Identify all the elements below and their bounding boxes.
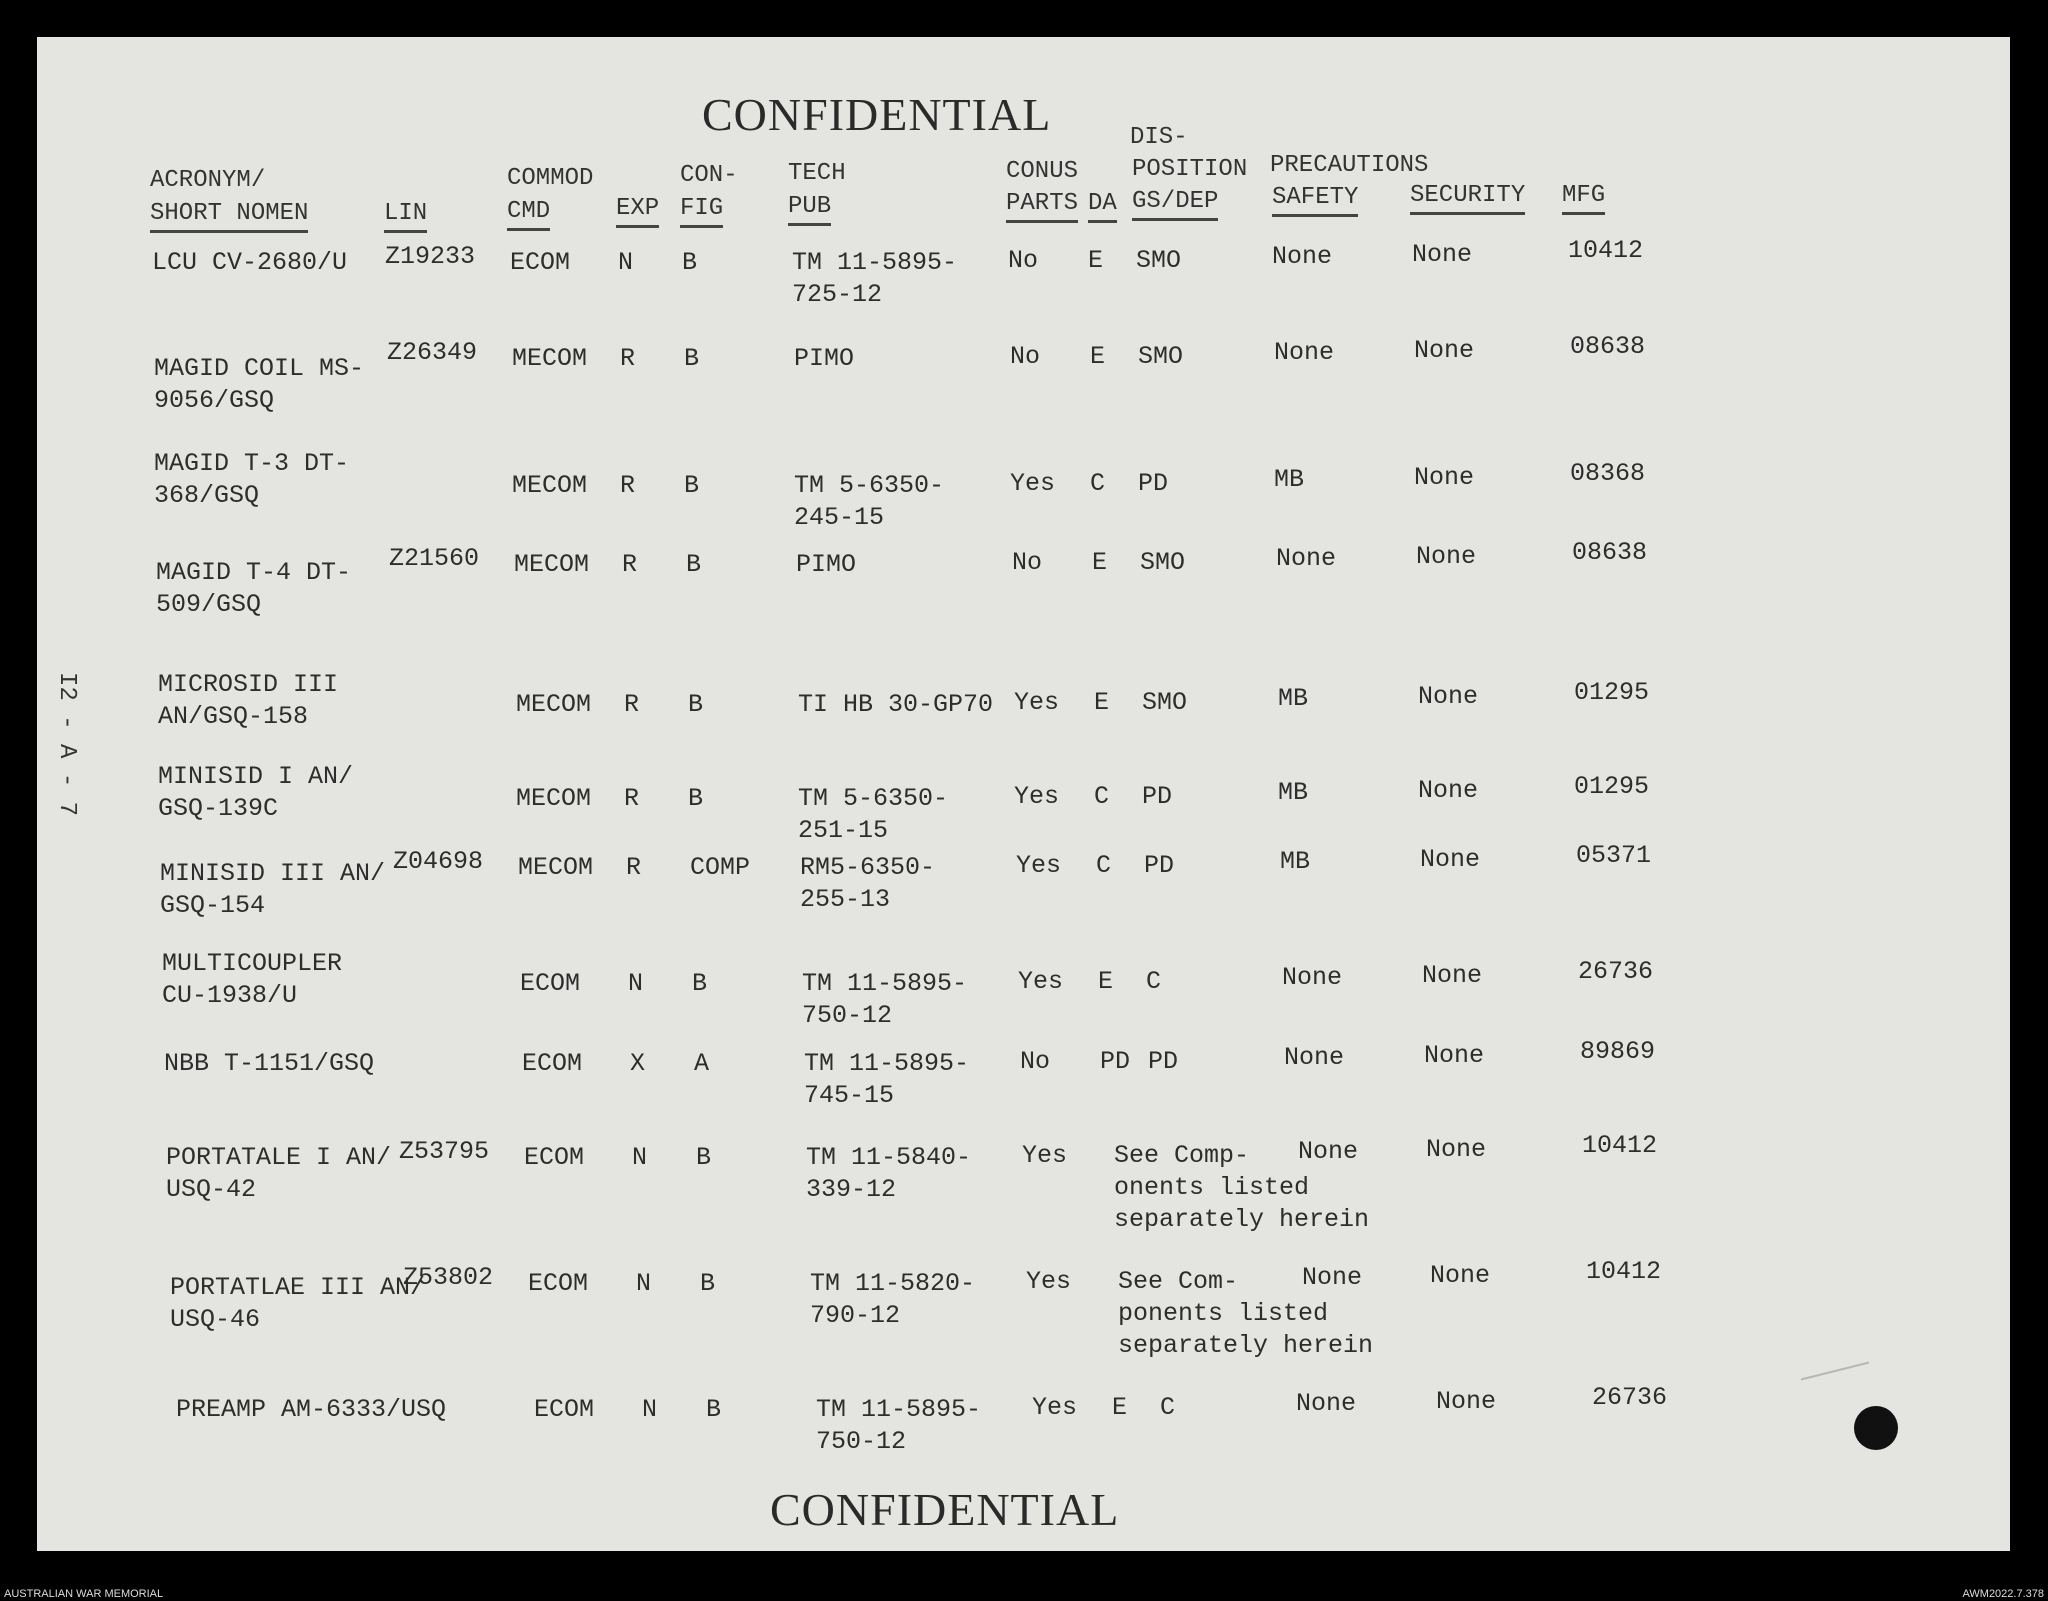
technical-publication: PIMO [796,550,857,579]
config-code: B [700,1269,716,1298]
conus-parts: No [1008,246,1039,275]
technical-publication: PIMO [794,344,855,373]
da-code: E [1098,967,1114,996]
conus-parts: No [1012,548,1043,577]
exp-code: R [626,853,642,882]
config-code: B [688,784,704,813]
da-header: DA [1088,188,1117,223]
item-nomenclature: CU-1938/U [162,981,298,1010]
line-item-number: Z26349 [387,338,478,367]
safety-precaution: MB [1278,778,1309,807]
manufacturer-code: 01295 [1574,772,1650,801]
safety-precaution: MB [1280,847,1311,876]
document-page [37,37,2010,1551]
exp-code: R [620,471,636,500]
commodity-command: ECOM [528,1269,589,1298]
archive-reference: AWM2022.7.378 [1962,1588,2044,1600]
da-code: C [1090,469,1106,498]
technical-publication: 255-13 [800,885,891,914]
security-header: SECURITY [1410,180,1525,215]
item-nomenclature: MULTICOUPLER [162,949,343,978]
item-nomenclature: AN/GSQ-158 [158,702,309,731]
config-code: B [682,248,698,277]
item-nomenclature: LCU CV-2680/U [152,248,348,277]
exp-code: N [628,969,644,998]
security-precaution: None [1424,1041,1485,1070]
config-header-1: CON- [680,162,738,189]
disposition-note: See Com- [1118,1267,1239,1296]
exp-code: R [624,690,640,719]
item-nomenclature: MINISID III AN/ [160,859,386,888]
disposition-header-0: DIS- [1130,124,1188,151]
conus-parts: Yes [1016,851,1062,880]
conus-header-1: CONUS [1006,158,1079,185]
manufacturer-code: 26736 [1592,1383,1668,1412]
technical-publication: 790-12 [810,1301,901,1330]
item-nomenclature: MAGID COIL MS- [154,354,365,383]
disposition-header-2: GS/DEP [1132,186,1218,221]
da-code: C [1094,782,1110,811]
safety-precaution: None [1284,1043,1345,1072]
security-precaution: None [1412,240,1473,269]
conus-parts: Yes [1014,782,1060,811]
paper-crease [1801,1362,1869,1381]
exp-code: N [632,1143,648,1172]
manufacturer-code: 10412 [1582,1131,1658,1160]
exp-code: N [636,1269,652,1298]
conus-parts: Yes [1032,1393,1078,1422]
manufacturer-code: 08638 [1572,538,1648,567]
commodity-command: MECOM [518,853,594,882]
item-nomenclature: USQ-46 [170,1305,261,1334]
commod-header-1: COMMOD [507,165,594,192]
disposition-note: See Comp- [1114,1141,1250,1170]
technical-publication: TM 11-5840- [806,1143,972,1172]
security-precaution: None [1418,776,1479,805]
da-code: E [1088,246,1104,275]
exp-code: R [624,784,640,813]
da-code: E [1092,548,1108,577]
confidential-footer: CONFIDENTIAL [770,1484,1120,1535]
commodity-command: MECOM [516,690,592,719]
item-nomenclature: MAGID T-4 DT- [156,558,352,587]
item-nomenclature: PORTATLAE III AN/ [170,1273,426,1302]
safety-precaution: None [1274,338,1335,367]
manufacturer-code: 26736 [1578,957,1654,986]
disposition-code: PD [1138,469,1169,498]
conus-parts: Yes [1018,967,1064,996]
item-nomenclature: PORTATALE I AN/ [166,1143,392,1172]
technical-publication: 750-12 [816,1427,907,1456]
disposition-note: separately herein [1118,1331,1374,1360]
page-number: I2 - A - 7 [53,672,80,817]
exp-code: R [622,550,638,579]
technical-publication: TM 11-5895- [804,1049,970,1078]
line-item-number: Z21560 [389,544,480,573]
security-precaution: None [1414,336,1475,365]
manufacturer-code: 08368 [1570,459,1646,488]
item-nomenclature: NBB T-1151/GSQ [164,1049,375,1078]
acronym-header-2: SHORT NOMEN [150,198,308,233]
da-code: E [1112,1393,1128,1422]
lin-header: LIN [384,198,427,233]
config-code: A [694,1049,710,1078]
da-code: E [1094,688,1110,717]
config-code: COMP [690,853,751,882]
punch-hole [1854,1406,1898,1450]
line-item-number: Z19233 [385,242,476,271]
security-precaution: None [1426,1135,1487,1164]
item-nomenclature: MINISID I AN/ [158,762,354,791]
security-precaution: None [1422,961,1483,990]
mfg-header: MFG [1562,180,1605,215]
commod-header-2: CMD [507,196,550,231]
config-code: B [696,1143,712,1172]
safety-precaution: None [1282,963,1343,992]
safety-precaution: None [1298,1137,1359,1166]
manufacturer-code: 10412 [1568,236,1644,265]
config-code: B [684,471,700,500]
config-code: B [688,690,704,719]
security-precaution: None [1414,463,1475,492]
config-code: B [692,969,708,998]
security-precaution: None [1420,845,1481,874]
technical-publication: TM 5-6350- [794,471,945,500]
exp-code: R [620,344,636,373]
commodity-command: ECOM [534,1395,595,1424]
archive-institution: AUSTRALIAN WAR MEMORIAL [4,1588,164,1600]
item-nomenclature: PREAMP AM-6333/USQ [176,1395,447,1424]
config-code: B [706,1395,722,1424]
conus-parts: No [1010,342,1041,371]
security-precaution: None [1418,682,1479,711]
conus-parts: Yes [1010,469,1056,498]
disposition-code: C [1160,1393,1176,1422]
technical-publication: TI HB 30-GP70 [798,690,994,719]
item-nomenclature: GSQ-154 [160,891,266,920]
disposition-code: SMO [1136,246,1182,275]
conus-parts: Yes [1014,688,1060,717]
technical-publication: RM5-6350- [800,853,936,882]
precautions-header: PRECAUTIONS [1270,152,1429,179]
manufacturer-code: 01295 [1574,678,1650,707]
disposition-header-1: POSITION [1132,156,1248,183]
safety-precaution: MB [1278,684,1309,713]
safety-header: SAFETY [1272,182,1358,217]
commodity-command: MECOM [512,344,588,373]
disposition-note: separately herein [1114,1205,1370,1234]
item-nomenclature: GSQ-139C [158,794,279,823]
item-nomenclature: 368/GSQ [154,481,260,510]
conus-parts: No [1020,1047,1051,1076]
conus-header-2: PARTS [1006,188,1078,223]
da-code: E [1090,342,1106,371]
item-nomenclature: 509/GSQ [156,590,262,619]
disposition-code: SMO [1138,342,1184,371]
technical-publication: TM 5-6350- [798,784,949,813]
disposition-note: ponents listed [1118,1299,1329,1328]
security-precaution: None [1436,1387,1497,1416]
technical-publication: 339-12 [806,1175,897,1204]
commodity-command: MECOM [516,784,592,813]
disposition-code: SMO [1142,688,1188,717]
item-nomenclature: MICROSID III [158,670,339,699]
manufacturer-code: 05371 [1576,841,1652,870]
safety-precaution: None [1272,242,1333,271]
line-item-number: Z04698 [393,847,484,876]
commodity-command: MECOM [514,550,590,579]
line-item-number: Z53802 [403,1263,494,1292]
item-nomenclature: MAGID T-3 DT- [154,449,350,478]
technical-publication: TM 11-5895- [802,969,968,998]
manufacturer-code: 08638 [1570,332,1646,361]
commodity-command: MECOM [512,471,588,500]
disposition-code: PD [1148,1047,1179,1076]
technical-publication: 725-12 [792,280,883,309]
commodity-command: ECOM [524,1143,585,1172]
techpub-header-2: PUB [788,191,831,226]
disposition-code: C [1146,967,1162,996]
da-code: C [1096,851,1112,880]
item-nomenclature: USQ-42 [166,1175,257,1204]
exp-code: N [642,1395,658,1424]
commodity-command: ECOM [510,248,571,277]
technical-publication: TM 11-5820- [810,1269,976,1298]
commodity-command: ECOM [520,969,581,998]
safety-precaution: None [1276,544,1337,573]
technical-publication: TM 11-5895- [816,1395,982,1424]
technical-publication: TM 11-5895- [792,248,958,277]
acronym-header-1: ACRONYM/ [150,167,266,194]
exp-header: EXP [616,193,659,228]
exp-code: N [618,248,634,277]
techpub-header-1: TECH [788,160,846,187]
technical-publication: 251-15 [798,816,889,845]
technical-publication: 745-15 [804,1081,895,1110]
disposition-code: PD [1142,782,1173,811]
disposition-note: onents listed [1114,1173,1310,1202]
conus-parts: Yes [1026,1267,1072,1296]
exp-code: X [630,1049,646,1078]
manufacturer-code: 10412 [1586,1257,1662,1286]
safety-precaution: None [1296,1389,1357,1418]
safety-precaution: None [1302,1263,1363,1292]
config-header-2: FIG [680,193,723,228]
item-nomenclature: 9056/GSQ [154,386,275,415]
confidential-header: CONFIDENTIAL [702,89,1052,140]
security-precaution: None [1416,542,1477,571]
config-code: B [686,550,702,579]
config-code: B [684,344,700,373]
technical-publication: 750-12 [802,1001,893,1030]
technical-publication: 245-15 [794,503,885,532]
security-precaution: None [1430,1261,1491,1290]
safety-precaution: MB [1274,465,1305,494]
da-code: PD [1100,1047,1131,1076]
conus-parts: Yes [1022,1141,1068,1170]
disposition-code: SMO [1140,548,1186,577]
commodity-command: ECOM [522,1049,583,1078]
manufacturer-code: 89869 [1580,1037,1656,1066]
disposition-code: PD [1144,851,1175,880]
line-item-number: Z53795 [399,1137,490,1166]
